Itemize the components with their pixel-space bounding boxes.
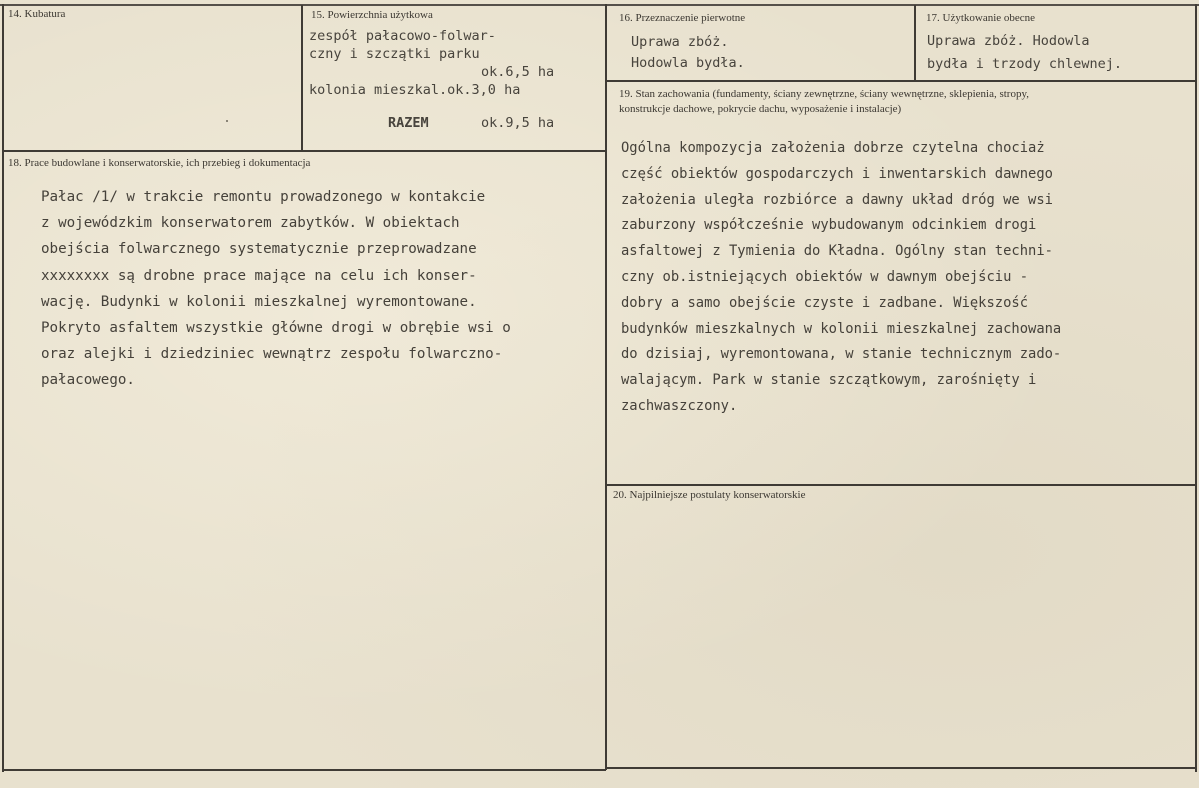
condition-line: dobry a samo obejście czyste i zadbane. Większość — [621, 294, 1029, 311]
condition-line: zachwaszczony. — [621, 397, 738, 414]
hline-right-top — [606, 80, 1196, 82]
center-divider — [605, 4, 607, 770]
original-use-line-1: Uprawa zbóż. — [631, 34, 729, 50]
area-line-1: zespół pałacowo-folwar- — [309, 28, 496, 44]
condition-line: do dzisiaj, wyremontowana, w stanie technicznym zado- — [621, 346, 1062, 363]
current-use-line-2: bydła i trzody chlewnej. — [927, 56, 1123, 72]
condition-line: czny ob.istniejących obiektów w dawnym obejściu - — [621, 268, 1029, 285]
section-19-label-line-2: konstrukcje dachowe, pokrycie dachu, wyposażenie i instalacje) — [619, 103, 902, 115]
bottom-border-right — [606, 767, 1196, 769]
area-line-2: czny i szczątki parku — [309, 46, 480, 62]
works-line: Pałac /1/ w trakcie remontu prowadzonego w kontakcie — [41, 189, 486, 205]
condition-line: asfaltowej z Tymienia do Kładna. Ogólny stan techni- — [621, 243, 1053, 260]
condition-line: zaburzony współcześnie wybudowanym odcinkiem drogi — [621, 217, 1037, 234]
current-use-line-1: Uprawa zbóż. Hodowla — [927, 33, 1090, 49]
section-20-label: 20. Najpilniejsze postulaty konserwatorskie — [613, 489, 806, 501]
area-total-value: ok.9,5 ha — [481, 115, 555, 131]
condition-line: założenia uległa rozbiórce a dawny układ dróg we wsi — [621, 191, 1053, 208]
section-15-label: 15. Powierzchnia użytkowa — [311, 9, 433, 21]
section-14-label: 14. Kubatura — [8, 8, 66, 20]
original-use-line-2: Hodowla bydła. — [631, 55, 745, 71]
section-17-label: 17. Użytkowanie obecne — [926, 12, 1036, 24]
divider-16-17 — [914, 5, 916, 81]
works-line: z wojewódzkim konserwatorem zabytków. W obiektach — [41, 215, 460, 232]
area-total-label: RAZEM — [388, 115, 429, 131]
works-text — [41, 184, 511, 394]
works-line: wację. Budynki w kolonii mieszkalnej wyremontowane. — [41, 293, 477, 310]
works-line: Pokryto asfaltem wszystkie główne drogi w obrębie wsi o — [41, 320, 511, 337]
condition-line: walającym. Park w stanie szczątkowym, zarośnięty i — [621, 372, 1037, 389]
section-18-label: 18. Prace budowlane i konserwatorskie, ich przebieg i dokumentacja — [8, 157, 311, 169]
divider-14-15 — [301, 5, 303, 150]
condition-line: część obiektów gospodarczych i inwentarskich dawnego — [621, 165, 1053, 182]
area-line-3: ok.6,5 ha — [481, 64, 555, 80]
paper-speck — [226, 120, 228, 122]
section-16-label: 16. Przeznaczenie pierwotne — [619, 12, 746, 24]
right-border — [1195, 4, 1197, 772]
condition-line: budynków mieszkalnych w kolonii mieszkalnej zachowana — [621, 320, 1062, 337]
works-line: oraz alejki i dziedziniec wewnątrz zespołu folwarczno- — [41, 346, 503, 363]
condition-text — [621, 136, 1061, 420]
top-border — [0, 4, 1199, 6]
works-line: xxxxxxxx są drobne prace mające na celu ich konser- — [41, 267, 477, 284]
area-line-4: kolonia mieszkal.ok.3,0 ha — [309, 82, 521, 98]
hline-right-mid — [606, 484, 1196, 486]
section-19-label-line-1: 19. Stan zachowania (fundamenty, ściany zewnętrzne, ściany wewnętrzne, sklepienia, stropy, — [619, 88, 1030, 100]
bottom-border-left — [2, 769, 606, 771]
works-line: pałacowego. — [41, 372, 135, 389]
works-line: obejścia folwarcznego systematycznie przeprowadzane — [41, 241, 477, 258]
condition-line: Ogólna kompozycja założenia dobrze czytelna chociaż — [621, 140, 1045, 156]
hline-left-top — [2, 150, 606, 152]
left-border — [2, 4, 4, 772]
